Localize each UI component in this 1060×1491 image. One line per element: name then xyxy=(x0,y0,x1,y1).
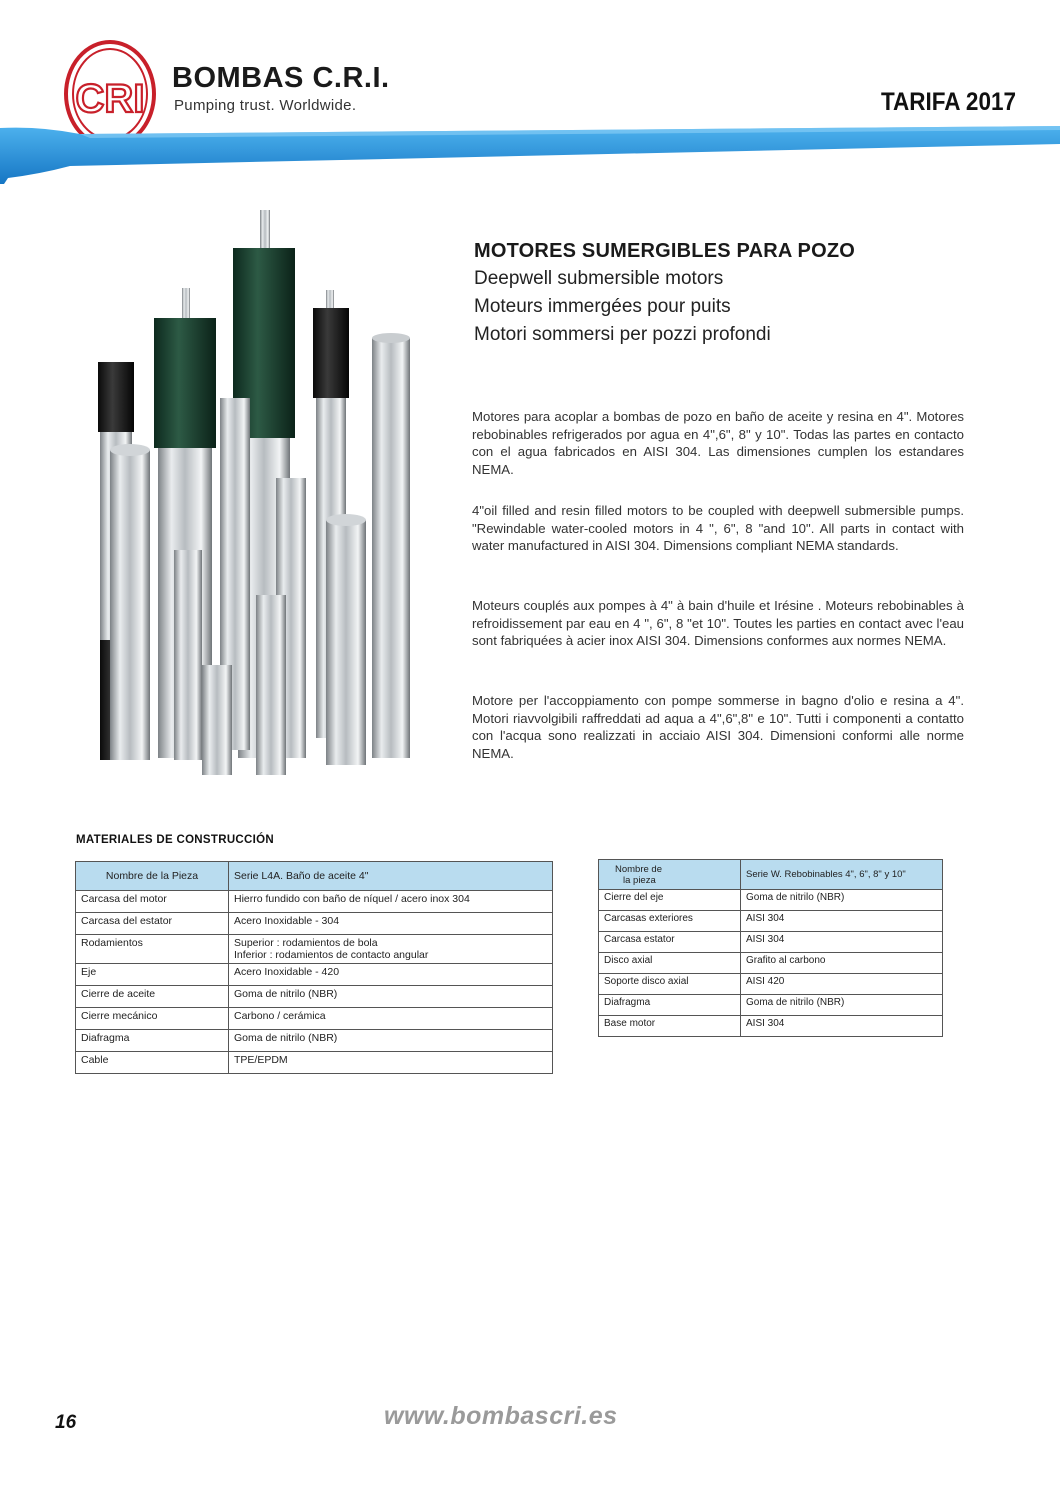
table-row xyxy=(76,935,553,964)
part-name: Disco axial xyxy=(599,953,741,974)
brand-name: BOMBAS C.R.I. xyxy=(172,62,390,94)
motors-product-image xyxy=(70,200,460,790)
description-english: 4"oil filled and resin filled motors to be coupled with deepwell submersible pumps. "Rewindable water-cooled motors in 4 ", 6", 8 "and 10". All parts in contact with water manufactured in AISI 304. Dimensions compliant NEMA standards. xyxy=(472,503,964,554)
title-italian: Motori sommersi per pozzi profondi xyxy=(474,324,771,345)
tarifa-title: TARIFA 2017 xyxy=(880,88,1016,116)
materials-table-l4a xyxy=(75,861,553,1074)
part-name: Cierre mecánico xyxy=(76,1008,229,1030)
materials-heading: MATERIALES DE CONSTRUCCIÓN xyxy=(76,834,274,846)
part-material: Acero Inoxidable - 420 xyxy=(229,964,553,986)
table-row xyxy=(599,932,943,953)
part-name: Rodamientos xyxy=(76,935,229,964)
part-name: Carcasa estator xyxy=(599,932,741,953)
header-band xyxy=(0,122,1060,184)
table-row xyxy=(599,1016,943,1037)
description-french: Moteurs couplés aux pompes à 4" à bain d'huile et Irésine . Moteurs rebobinables à refroidissement par eau en 4 ", 6", 8 "et 10". Toutes les parties en contact avec l'eau sont fabriquées à acier inox AISI 304. Dimensions conformes aux normes NEMA. xyxy=(472,598,964,649)
column-header: Serie W. Rebobinables 4", 6", 8" y 10" xyxy=(741,860,943,890)
part-material: Hierro fundido con baño de níquel / acero inox 304 xyxy=(229,891,553,913)
description-italian: Motore per l'accoppiamento con pompe sommerse in bagno d'olio e resina a 4". Motori riavvolgibili raffreddati ad aqua a 4",6",8" e 10". Tutti i componenti a contatto con l'acqua sono realizzati in acciaio AISI 304. Dimensioni conformi alle norme NEMA. xyxy=(472,693,964,761)
column-header: Serie L4A. Baño de aceite 4" xyxy=(229,862,553,891)
table-header-row xyxy=(76,862,553,891)
column-header xyxy=(599,860,741,890)
table-row xyxy=(76,891,553,913)
part-name: Soporte disco axial xyxy=(599,974,741,995)
part-name: Diafragma xyxy=(599,995,741,1016)
part-material: AISI 304 xyxy=(741,911,943,932)
part-material: Goma de nitrilo (NBR) xyxy=(229,986,553,1008)
materials-table-w xyxy=(598,859,943,1037)
part-material: Carbono / cerámica xyxy=(229,1008,553,1030)
table-row xyxy=(599,974,943,995)
part-material xyxy=(229,935,553,964)
logo-text: CRI xyxy=(75,77,145,121)
table-row xyxy=(76,1008,553,1030)
part-name: Carcasa del motor xyxy=(76,891,229,913)
part-material-line: Superior : rodamientos de bola xyxy=(234,937,378,949)
part-material: AISI 420 xyxy=(741,974,943,995)
part-material: AISI 304 xyxy=(741,932,943,953)
column-header: Nombre de la Pieza xyxy=(76,862,229,891)
table-row xyxy=(599,953,943,974)
table-row xyxy=(599,911,943,932)
part-name: Base motor xyxy=(599,1016,741,1037)
part-material: TPE/EPDM xyxy=(229,1052,553,1074)
part-material: Goma de nitrilo (NBR) xyxy=(229,1030,553,1052)
table-row xyxy=(76,1052,553,1074)
description-spanish: Motores para acoplar a bombas de pozo en baño de aceite y resina en 4". Motores rebobinables refrigerados por agua en 4",6", 8" y 10". Todas las partes en contacto con el agua fabricados en AISI 304. Las dimensiones cumplen los estandares NEMA. xyxy=(472,409,964,477)
title-french: Moteurs immergées pour puits xyxy=(474,296,731,317)
page-number: 16 xyxy=(55,1412,77,1433)
table-row xyxy=(76,913,553,935)
part-material: Goma de nitrilo (NBR) xyxy=(741,890,943,911)
brand-tagline: Pumping trust. Worldwide. xyxy=(174,97,357,114)
table-row xyxy=(76,1030,553,1052)
part-material: AISI 304 xyxy=(741,1016,943,1037)
part-material: Goma de nitrilo (NBR) xyxy=(741,995,943,1016)
table-header-row xyxy=(599,860,943,890)
part-name: Carcasa del estator xyxy=(76,913,229,935)
table-row xyxy=(599,995,943,1016)
part-name: Diafragma xyxy=(76,1030,229,1052)
part-material-line: Inferior : rodamientos de contacto angular xyxy=(234,949,429,961)
title-english: Deepwell submersible motors xyxy=(474,268,724,289)
part-material: Acero Inoxidable - 304 xyxy=(229,913,553,935)
table-row xyxy=(76,986,553,1008)
table-row xyxy=(76,964,553,986)
column-header-line: Nombre de xyxy=(615,863,662,875)
part-name: Cierre de aceite xyxy=(76,986,229,1008)
website-link[interactable]: www.bombascri.es xyxy=(384,1402,618,1430)
part-name: Cable xyxy=(76,1052,229,1074)
part-name: Cierre del eje xyxy=(599,890,741,911)
column-header-line: la pieza xyxy=(623,874,656,886)
part-name: Eje xyxy=(76,964,229,986)
title-spanish: MOTORES SUMERGIBLES PARA POZO xyxy=(474,240,856,262)
part-name: Carcasas exteriores xyxy=(599,911,741,932)
table-row xyxy=(599,890,943,911)
part-material: Grafito al carbono xyxy=(741,953,943,974)
